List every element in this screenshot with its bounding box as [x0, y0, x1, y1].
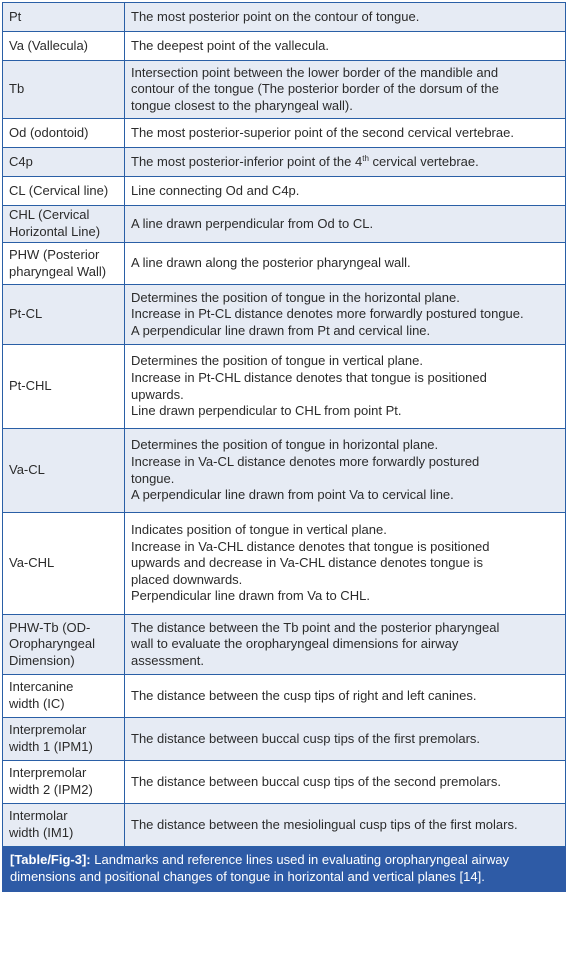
- description-text: Increase in Pt-CHL distance denotes that tongue is positioned: [131, 369, 487, 385]
- description-text: The distance between buccal cusp tips of the second premolars.: [131, 773, 501, 789]
- description-text: The distance between buccal cusp tips of the first premolars.: [131, 730, 481, 746]
- table-row: [3, 804, 566, 847]
- term-text: Va (Vallecula): [9, 37, 88, 53]
- description-text: The most posterior point on the contour of tongue.: [131, 8, 420, 24]
- table-row: [3, 761, 566, 804]
- term-cell: [3, 513, 125, 615]
- term-text: Oropharyngeal: [9, 636, 95, 652]
- description-text: Indicates position of tongue in vertical plane.: [131, 522, 387, 538]
- description-cell: [125, 148, 566, 177]
- description-text: The distance between the Tb point and the posterior pharyngeal: [131, 619, 500, 635]
- term-cell: [3, 718, 125, 761]
- description-text: The distance between the cusp tips of right and left canines.: [131, 687, 477, 703]
- table-row: [3, 513, 566, 615]
- term-text: PHW-Tb (OD-: [9, 619, 91, 635]
- description-text: A line drawn perpendicular from Od to CL.: [131, 215, 374, 231]
- description-cell: [125, 32, 566, 61]
- table-row: [3, 206, 566, 243]
- description-cell: [125, 718, 566, 761]
- description-text: Determines the position of tongue in vertical plane.: [131, 353, 423, 369]
- description-cell: [125, 761, 566, 804]
- ordinal-superscript: th: [362, 153, 369, 163]
- term-text: Pt-CL: [9, 306, 43, 322]
- description-cell: [125, 119, 566, 148]
- description-cell: [125, 429, 566, 513]
- term-text: Tb: [9, 81, 25, 97]
- table-row: [3, 61, 566, 119]
- term-text: Dimension): [9, 652, 75, 668]
- table-row: [3, 285, 566, 345]
- table-row: [3, 243, 566, 285]
- term-text: Interpremolar: [9, 722, 87, 738]
- description-cell: [125, 61, 566, 119]
- description-cell: [125, 243, 566, 285]
- description-cell: [125, 675, 566, 718]
- description-text: assessment.: [131, 652, 204, 668]
- term-cell: [3, 206, 125, 243]
- description-text: tongue.: [131, 470, 175, 486]
- description-text: placed downwards.: [131, 571, 243, 587]
- term-cell: [3, 761, 125, 804]
- term-cell: [3, 61, 125, 119]
- term-text: Va-CL: [9, 462, 45, 478]
- term-cell: [3, 804, 125, 847]
- description-text: A perpendicular line drawn from point Va to cervical line.: [131, 487, 454, 503]
- description-text: Increase in Pt-CL distance denotes more forwardly postured tongue.: [131, 306, 524, 322]
- description-text: Intersection point between the lower border of the mandible and: [131, 64, 499, 80]
- term-cell: [3, 285, 125, 345]
- table-caption: [2, 847, 566, 892]
- term-text: C4p: [9, 153, 33, 169]
- term-text: Intermolar: [9, 808, 68, 824]
- description-cell: [125, 804, 566, 847]
- term-text: Va-CHL: [9, 555, 55, 571]
- table-row: [3, 119, 566, 148]
- term-text: Intercanine: [9, 679, 74, 695]
- description-text: upwards.: [131, 386, 184, 402]
- term-cell: [3, 615, 125, 675]
- description-text-part: The most posterior-inferior point of the 4: [131, 153, 363, 169]
- landmarks-table: [2, 2, 566, 847]
- description-text: Determines the position of tongue in the horizontal plane.: [131, 289, 460, 305]
- description-cell: [125, 177, 566, 206]
- description-cell: [125, 206, 566, 243]
- term-text: PHW (Posterior: [9, 246, 100, 262]
- caption-label: [Table/Fig-3]:: [10, 852, 91, 867]
- description-text: Line connecting Od and C4p.: [131, 182, 300, 198]
- table-body: [3, 3, 566, 847]
- description-cell: [125, 285, 566, 345]
- description-text: tongue closest to the pharyngeal wall).: [131, 97, 353, 113]
- table-row: [3, 615, 566, 675]
- table-row: [3, 429, 566, 513]
- term-cell: [3, 345, 125, 429]
- description-text: Increase in Va-CHL distance denotes that tongue is positioned: [131, 538, 490, 554]
- description-text: contour of the tongue (The posterior border of the dorsum of the: [131, 81, 499, 97]
- term-text: pharyngeal Wall): [9, 263, 107, 279]
- caption-text-line1: Landmarks and reference lines used in evaluating oropharyngeal airway: [90, 852, 510, 867]
- term-text: CL (Cervical line): [9, 182, 109, 198]
- description-text: upwards and decrease in Va-CHL distance denotes tongue is: [131, 555, 483, 571]
- term-text: CHL (Cervical: [9, 207, 90, 223]
- term-text: Pt: [9, 8, 22, 24]
- term-text: Interpremolar: [9, 765, 87, 781]
- description-text: [131, 154, 559, 171]
- table-row: [3, 32, 566, 61]
- description-text: A line drawn along the posterior pharyngeal wall.: [131, 255, 411, 271]
- term-cell: [3, 429, 125, 513]
- description-text: Determines the position of tongue in horizontal plane.: [131, 437, 439, 453]
- term-cell: [3, 32, 125, 61]
- description-text: The deepest point of the vallecula.: [131, 37, 330, 53]
- table-row: [3, 177, 566, 206]
- term-cell: [3, 3, 125, 32]
- description-text: The most posterior-superior point of the second cervical vertebrae.: [131, 124, 514, 140]
- description-text: A perpendicular line drawn from Pt and cervical line.: [131, 322, 431, 338]
- term-cell: [3, 119, 125, 148]
- term-cell: [3, 243, 125, 285]
- term-text: Horizontal Line): [9, 224, 101, 239]
- table-row: [3, 345, 566, 429]
- description-text-part: cervical vertebrae.: [368, 153, 479, 169]
- table-row: [3, 148, 566, 177]
- table-row: [3, 718, 566, 761]
- term-text: width (IM1): [9, 825, 74, 840]
- term-text: Pt-CHL: [9, 378, 52, 394]
- term-cell: [3, 675, 125, 718]
- term-cell: [3, 148, 125, 177]
- description-text: The distance between the mesiolingual cusp tips of the first molars.: [131, 816, 518, 832]
- description-cell: [125, 513, 566, 615]
- term-cell: [3, 177, 125, 206]
- table-row: [3, 3, 566, 32]
- description-text: Perpendicular line drawn from Va to CHL.: [131, 588, 370, 604]
- caption-text-line2: dimensions and positional changes of tongue in horizontal and vertical planes [14].: [10, 868, 485, 884]
- term-text: width 1 (IPM1): [9, 739, 93, 754]
- table-row: [3, 675, 566, 718]
- document: [2, 2, 566, 892]
- term-text: width 2 (IPM2): [9, 782, 93, 797]
- term-text: Od (odontoid): [9, 124, 89, 140]
- description-text: wall to evaluate the oropharyngeal dimensions for airway: [131, 636, 459, 652]
- description-cell: [125, 615, 566, 675]
- description-text: Line drawn perpendicular to CHL from point Pt.: [131, 403, 402, 419]
- description-text: Increase in Va-CL distance denotes more forwardly postured: [131, 453, 480, 469]
- description-cell: [125, 345, 566, 429]
- description-cell: [125, 3, 566, 32]
- term-text: width (IC): [9, 696, 65, 711]
